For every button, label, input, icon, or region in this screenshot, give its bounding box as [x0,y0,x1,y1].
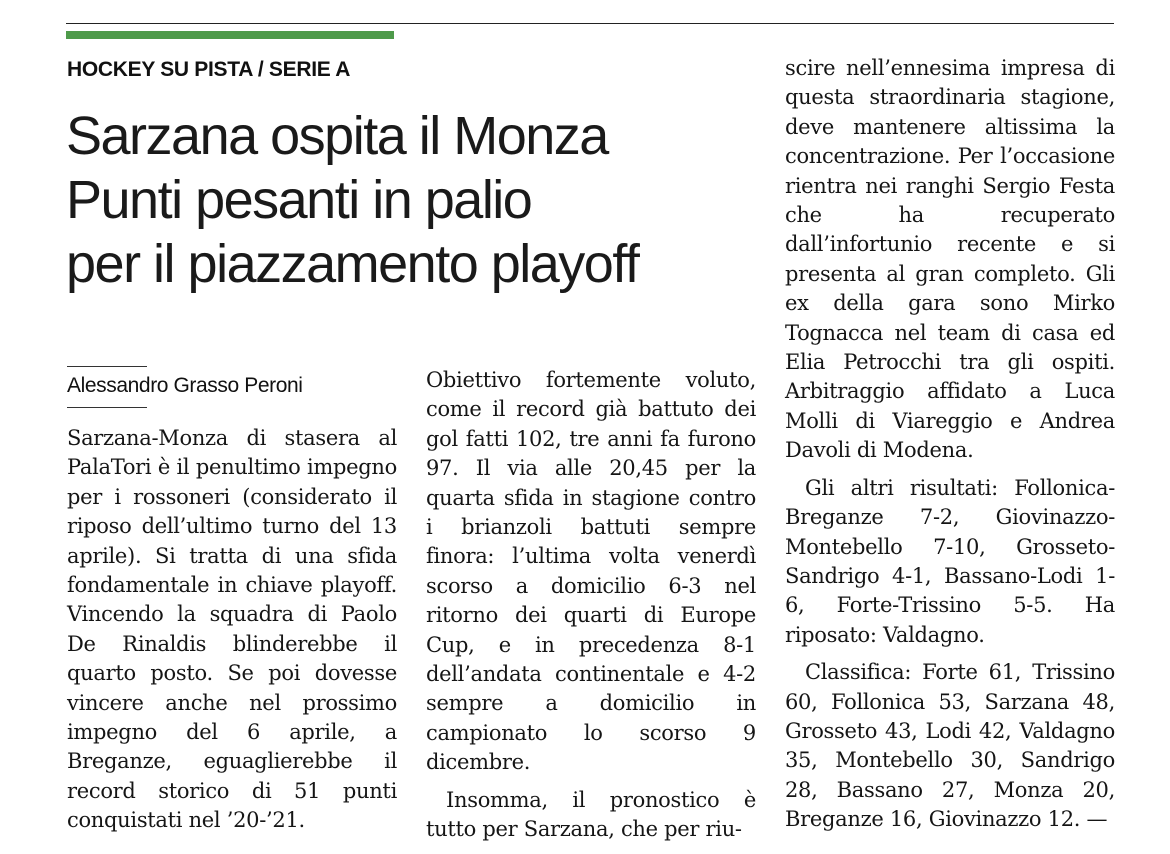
headline-line-1: Sarzana ospita il Monza [66,106,608,166]
article-paragraph: Gli altri risultati: Follonica-Breganze 7-2, Giovinazzo-Montebello 7-10, Grosseto-Sandrigo 4-1, Bassano-Lodi 1-6, Forte-Trissino 5-5. Ha riposato: Valdagno. [785,475,1115,647]
byline-rule-top [67,366,147,367]
top-rule [66,23,1114,24]
article-paragraph: Sarzana-Monza di stasera al PalaTori è il penultimo impegno per i rossoneri (considerato il riposo dell’ultimo turno del 13 aprile). Si tratta di una sfida fondamentale in chiave playoff. Vincendo la squadra di Paolo De Rinaldis blinderebbe il quarto posto. Se poi dovesse vincere anche nel prossimo impegno del 6 aprile, a Breganze, eguaglierebbe il record storico di 51 punti conquistati nel ’20-’21. [67,426,397,833]
article-column-2 [426,366,756,845]
author-byline: Alessandro Grasso Peroni [67,374,303,397]
article-paragraph: Obiettivo fortemente voluto, come il record già battuto dei gol fatti 102, tre anni fa furono 97. Il via alle 20,45 per la quarta sfida in stagione contro i brianzoli battuti sempre finora: l’ultima volta venerdì scorso a domicilio 6-3 nel ritorno dei quarti di Europe Cup, e in precedenza 8-1 dell’andata continentale e 4-2 sempre a domicilio in campionato lo scorso 9 dicembre. [426,368,756,775]
headline-line-2: Punti pesanti in palio [66,170,532,230]
headline [66,104,766,296]
article-column-1 [67,424,397,836]
section-color-bar [66,31,394,39]
article-paragraph-continuation: scire nell’ennesima impresa di questa straordinaria stagione, deve mantenere altissima la concentrazione. Per l’occasione rientra nei ranghi Sergio Festa che ha recuperato dall’infortunio recente e si presenta al gran completo. Gli ex della gara sono Mirko Tognacca nel team di casa ed Elia Petrocchi tra gli ospiti. Arbitraggio affidato a Luca Molli di Viareggio e Andrea Davoli di Modena. [785,56,1115,463]
article-paragraph-continued: Insomma, il pronostico è tutto per Sarzana, che per riu- [426,787,756,842]
headline-line-3: per il piazzamento playoff [66,234,639,294]
article-column-3 [785,54,1115,835]
byline-rule-bottom [67,407,147,408]
standings-paragraph: Classifica: Forte 61, Trissino 60, Follonica 53, Sarzana 48, Grosseto 43, Lodi 42, Valdagno 35, Montebello 30, Sandrigo 28, Bassano 27, Monza 20, Breganze 16, Giovinazzo 12. — [785,660,1115,832]
section-kicker: HOCKEY SU PISTA / SERIE A [67,58,351,81]
